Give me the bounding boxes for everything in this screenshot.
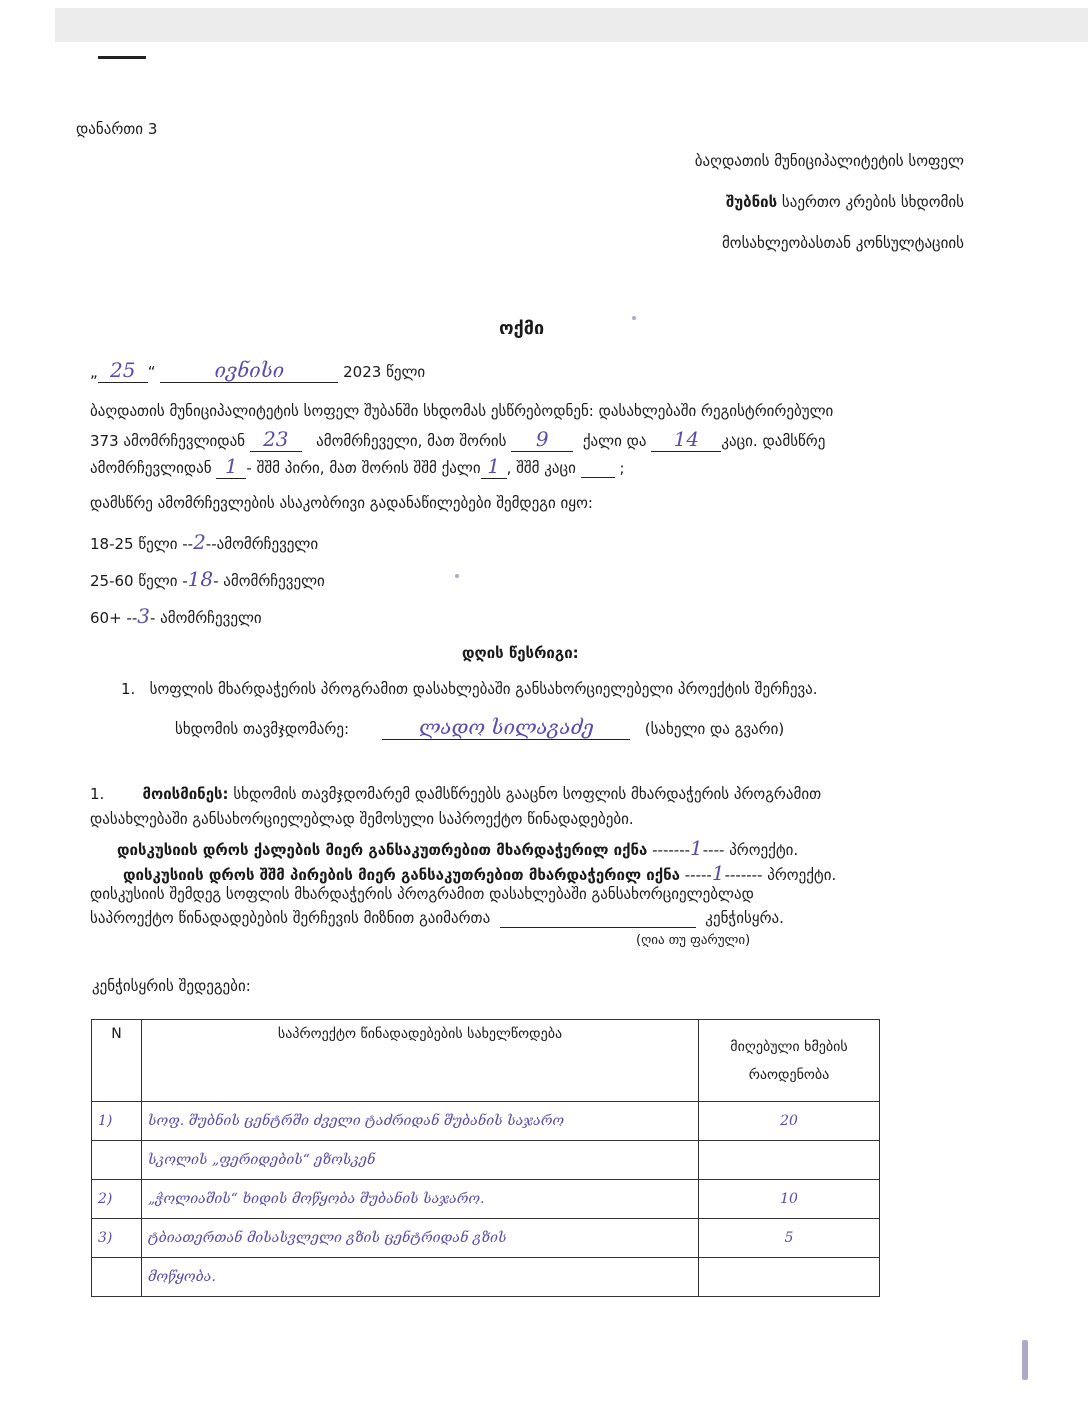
heard-text-1: სხდომის თავმჯდომარემ დამსწრეებს გააცნო სოფლის მხარდაჭერის პროგრამით — [233, 785, 822, 803]
attendance-line-3 — [90, 454, 625, 479]
pwd-men-blank — [581, 459, 615, 478]
col-votes-header — [699, 1020, 880, 1102]
scan-speck — [455, 574, 459, 578]
attendance-text-6: , შშმ კაცი — [506, 459, 576, 477]
scan-speck — [632, 316, 636, 320]
document-title: ოქმი — [499, 318, 545, 339]
table-row — [92, 1258, 880, 1297]
heard-line-3: დისკუსიის შემდეგ სოფლის მხარდაჭერის პროგრამით დასახლებაში განსახორციელებლად — [90, 885, 754, 903]
agenda-item-text: სოფლის მხარდაჭერის პროგრამით დასახლებაში განსახორციელებელი პროექტის შერჩევა. — [149, 680, 818, 698]
age-row-2-label: 25-60 წელი - — [90, 572, 188, 590]
date-open-quote: „ — [90, 363, 98, 381]
heard-line-2: დასახლებაში განსახორციელებლად შემოსული საპროექტო წინადადებები. — [90, 810, 634, 828]
age-row-1 — [90, 530, 318, 554]
age-row-3-value: 3 — [137, 604, 150, 628]
row-project-name: „ჭოლიაშის“ ხიდის მოწყობა შუბანის საჯარო. — [142, 1180, 699, 1219]
table-row — [92, 1219, 880, 1258]
scan-edge-band — [55, 8, 1088, 42]
results-heading: კენჭისყრის შედეგები: — [92, 977, 251, 995]
col-n-header: N — [92, 1020, 142, 1102]
row-number — [92, 1141, 142, 1180]
pwd-support-dashes-a: ----- — [684, 866, 712, 884]
results-table — [91, 1019, 880, 1297]
heard-label: მოისმინეს: — [142, 785, 229, 803]
pwd-support-line — [123, 861, 836, 885]
row-project-name: სკოლის „ფერიდების“ ეზოსკენ — [142, 1141, 699, 1180]
registered-voters: 373 ამომრჩევლიდან — [90, 432, 246, 450]
row-number: 3) — [92, 1219, 142, 1258]
scan-speck — [1022, 1340, 1028, 1380]
header-line-3: მოსახლეობასთან კონსულტაციის — [721, 234, 964, 252]
age-row-3 — [90, 604, 262, 628]
chair-hint: (სახელი და გვარი) — [644, 720, 785, 738]
date-line — [90, 358, 425, 383]
agenda-item — [121, 680, 818, 698]
annex-label: დანართი 3 — [76, 120, 158, 138]
date-year: 2023 წელი — [343, 363, 426, 381]
scan-mark — [98, 56, 146, 59]
table-row — [92, 1141, 880, 1180]
women-support-dashes-b: ---- — [702, 841, 725, 859]
age-row-3-suffix: - ამომრჩეველი — [149, 609, 262, 627]
vote-type-blank — [500, 909, 696, 928]
table-row — [92, 1180, 880, 1219]
attendance-line-2 — [90, 427, 825, 452]
women-count: 9 — [511, 427, 573, 452]
pwd-support-value: 1 — [711, 861, 725, 885]
heard-number: 1. — [90, 785, 105, 803]
women-support-label: დისკუსიის დროს ქალების მიერ განსაკუთრებით მხარდაჭერილ იქნა — [117, 841, 648, 859]
men-count: 14 — [651, 427, 721, 452]
village-name: შუბნის — [726, 193, 778, 211]
row-votes — [699, 1141, 880, 1180]
attendance-text-2: ქალი და — [582, 432, 647, 450]
pwd-count: 1 — [216, 454, 246, 479]
row-votes: 5 — [699, 1219, 880, 1258]
age-row-2 — [90, 567, 325, 591]
age-row-2-suffix: - ამომრჩეველი — [213, 572, 325, 590]
row-votes: 20 — [699, 1102, 880, 1141]
chair-line — [175, 715, 784, 740]
pwd-support-label: დისკუსიის დროს შშმ პირების მიერ განსაკუთრებით მხარდაჭერილ იქნა — [123, 866, 680, 884]
row-votes — [699, 1258, 880, 1297]
col-votes-header-line-1: მიღებული ხმების — [730, 1038, 848, 1055]
age-row-2-value: 18 — [187, 567, 214, 591]
age-row-1-value: 2 — [193, 530, 206, 554]
heard-line-4 — [90, 909, 784, 928]
age-heading: დამსწრე ამომრჩევლების ასაკობრივი გადანაწილებები შემდეგი იყო: — [90, 494, 593, 512]
results-header-row — [92, 1020, 880, 1102]
age-row-3-label: 60+ -- — [90, 609, 138, 627]
women-support-dashes-a: ------- — [652, 841, 691, 859]
age-row-1-suffix: --ამომრჩეველი — [205, 535, 319, 553]
agenda-item-number: 1. — [121, 680, 136, 698]
pwd-support-dashes-b: ------- — [724, 866, 763, 884]
col-votes-header-line-2: რაოდენობა — [748, 1066, 830, 1083]
date-month: ივნისი — [160, 358, 338, 383]
women-support-value: 1 — [690, 836, 703, 860]
heard-line-1 — [90, 785, 821, 803]
chair-name: ლადო სილაგაძე — [382, 715, 630, 740]
pwd-women-count: 1 — [481, 454, 507, 479]
attendance-text-7: ; — [619, 459, 625, 477]
women-support-suffix: პროექტი. — [724, 841, 799, 859]
row-number — [92, 1258, 142, 1297]
attendance-intro: ბაღდათის მუნიციპალიტეტის სოფელ შუბანში სხდომას ესწრებოდნენ: დასახლებაში რეგისტრირებული — [90, 402, 834, 420]
date-close-quote: “ — [147, 363, 156, 381]
agenda-heading: დღის წესრიგი: — [462, 644, 579, 662]
heard-text-4-suffix: კენჭისყრა. — [705, 909, 784, 927]
chair-label: სხდომის თავმჯდომარე: — [175, 720, 350, 738]
attendance-text-3: კაცი. დამსწრე — [721, 432, 826, 450]
header-line-2 — [726, 193, 964, 211]
header-line-1: ბაღდათის მუნიციპალიტეტის სოფელ — [694, 152, 964, 170]
date-day: 25 — [98, 358, 148, 383]
age-row-1-label: 18-25 წელი -- — [90, 535, 194, 553]
pwd-support-suffix: პროექტი. — [762, 866, 837, 884]
attendance-text-1: ამომრჩეველი, მათ შორის — [316, 432, 507, 450]
attendance-text-5: - შშმ პირი, მათ შორის შშმ ქალი — [246, 459, 481, 477]
row-project-name: სოფ. შუბნის ცენტრში ძველი ტაძრიდან შუბანის საჯარო — [142, 1102, 699, 1141]
col-name-header: საპროექტო წინადადებების სახელწოდება — [142, 1020, 699, 1102]
row-project-name: მოწყობა. — [142, 1258, 699, 1297]
row-number: 2) — [92, 1180, 142, 1219]
row-project-name: ტბიათერთან მისასვლელი გზის ცენტრიდან გზის — [142, 1219, 699, 1258]
table-row — [92, 1102, 880, 1141]
attendance-text-4: ამომრჩევლიდან — [90, 459, 212, 477]
women-support-line — [117, 836, 798, 860]
heard-text-4: საპროექტო წინადადებების შერჩევის მიზნით გაიმართა — [90, 909, 491, 927]
vote-type-hint: (ღია თუ ფარული) — [636, 933, 751, 948]
row-number: 1) — [92, 1102, 142, 1141]
row-votes: 10 — [699, 1180, 880, 1219]
attended-count: 23 — [250, 427, 302, 452]
header-line-2-rest: საერთო კრების სხდომის — [777, 193, 964, 211]
